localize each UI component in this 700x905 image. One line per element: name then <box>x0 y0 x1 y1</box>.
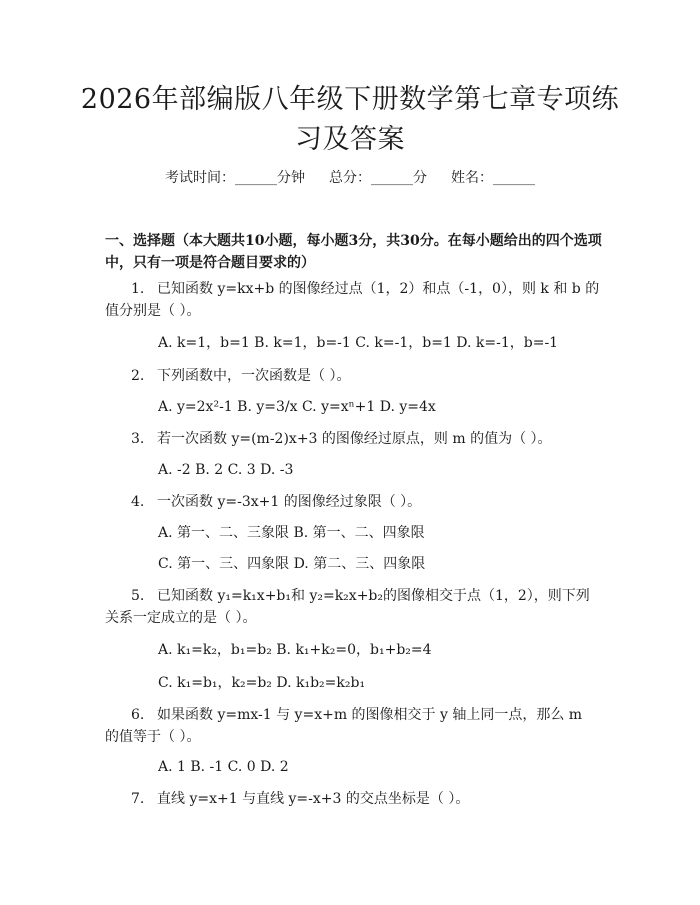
question-3-options: A. -2 B. 2 C. 3 D. -3 <box>158 462 294 478</box>
exam-time-field: 考试时间：______分钟 <box>165 170 305 186</box>
question-stem: 若一次函数 y=(m-2)x+3 的图像经过原点，则 m 的值为（ ）。 <box>157 431 552 447</box>
question-5 <box>105 585 600 629</box>
question-2-options: A. y=2x²-1 B. y=3/x C. y=xⁿ+1 D. y=4x <box>158 399 436 415</box>
question-stem: 下列函数中，一次函数是（ ）。 <box>157 368 351 384</box>
question-stem: 一次函数 y=-3x+1 的图像经过象限（ ）。 <box>157 494 422 510</box>
question-stem: 已知函数 y₁=k₁x+b₁和 y₂=k₂x+b₂的图像相交于点（1，2），则下列关系一定成立的是（ ）。 <box>105 588 590 626</box>
student-name-field: 姓名：______ <box>451 170 535 186</box>
question-number: 6. <box>131 707 145 723</box>
section-heading-multiple-choice: 一、选择题（本大题共10小题，每小题3分，共30分。在每小题给出的四个选项中，只有一项是符合题目要求的） <box>105 233 602 271</box>
question-6 <box>105 704 600 748</box>
question-number: 7. <box>131 791 145 807</box>
question-1-options: A. k=1，b=1 B. k=1，b=-1 C. k=-1，b=1 D. k=-1，b=-1 <box>158 335 559 351</box>
question-number: 2. <box>131 368 145 384</box>
question-4-options-row-1: A. 第一、二、三象限 B. 第一、二、四象限 <box>158 525 425 541</box>
page-title: 2026年部编版八年级下册数学第七章专项练习及答案 <box>80 84 620 155</box>
question-stem: 直线 y=x+1 与直线 y=-x+3 的交点坐标是（ ）。 <box>157 791 470 807</box>
question-stem: 已知函数 y=kx+b 的图像经过点（1，2）和点（-1，0），则 k 和 b 的值分别是（ ）。 <box>105 281 600 319</box>
question-7 <box>105 788 600 810</box>
total-score-field: 总分：______分 <box>329 170 427 186</box>
question-3 <box>105 428 600 450</box>
question-number: 4. <box>131 494 145 510</box>
question-2 <box>105 365 600 387</box>
question-5-options-row-2: C. k₁=b₁，k₂=b₂ D. k₁b₂=k₂b₁ <box>158 675 366 691</box>
question-number: 5. <box>131 588 145 604</box>
question-4 <box>105 491 600 513</box>
question-4-options-row-2: C. 第一、三、四象限 D. 第二、三、四象限 <box>158 556 426 572</box>
question-5-options-row-1: A. k₁=k₂，b₁=b₂ B. k₁+k₂=0，b₁+b₂=4 <box>158 642 432 658</box>
question-number: 3. <box>131 431 145 447</box>
question-6-options: A. 1 B. -1 C. 0 D. 2 <box>158 759 289 775</box>
question-stem: 如果函数 y=mx-1 与 y=x+m 的图像相交于 y 轴上同一点，那么 m 的值等于（ ）。 <box>105 707 583 745</box>
exam-info-line <box>100 168 600 188</box>
question-number: 1. <box>131 281 145 297</box>
question-1 <box>105 278 600 322</box>
